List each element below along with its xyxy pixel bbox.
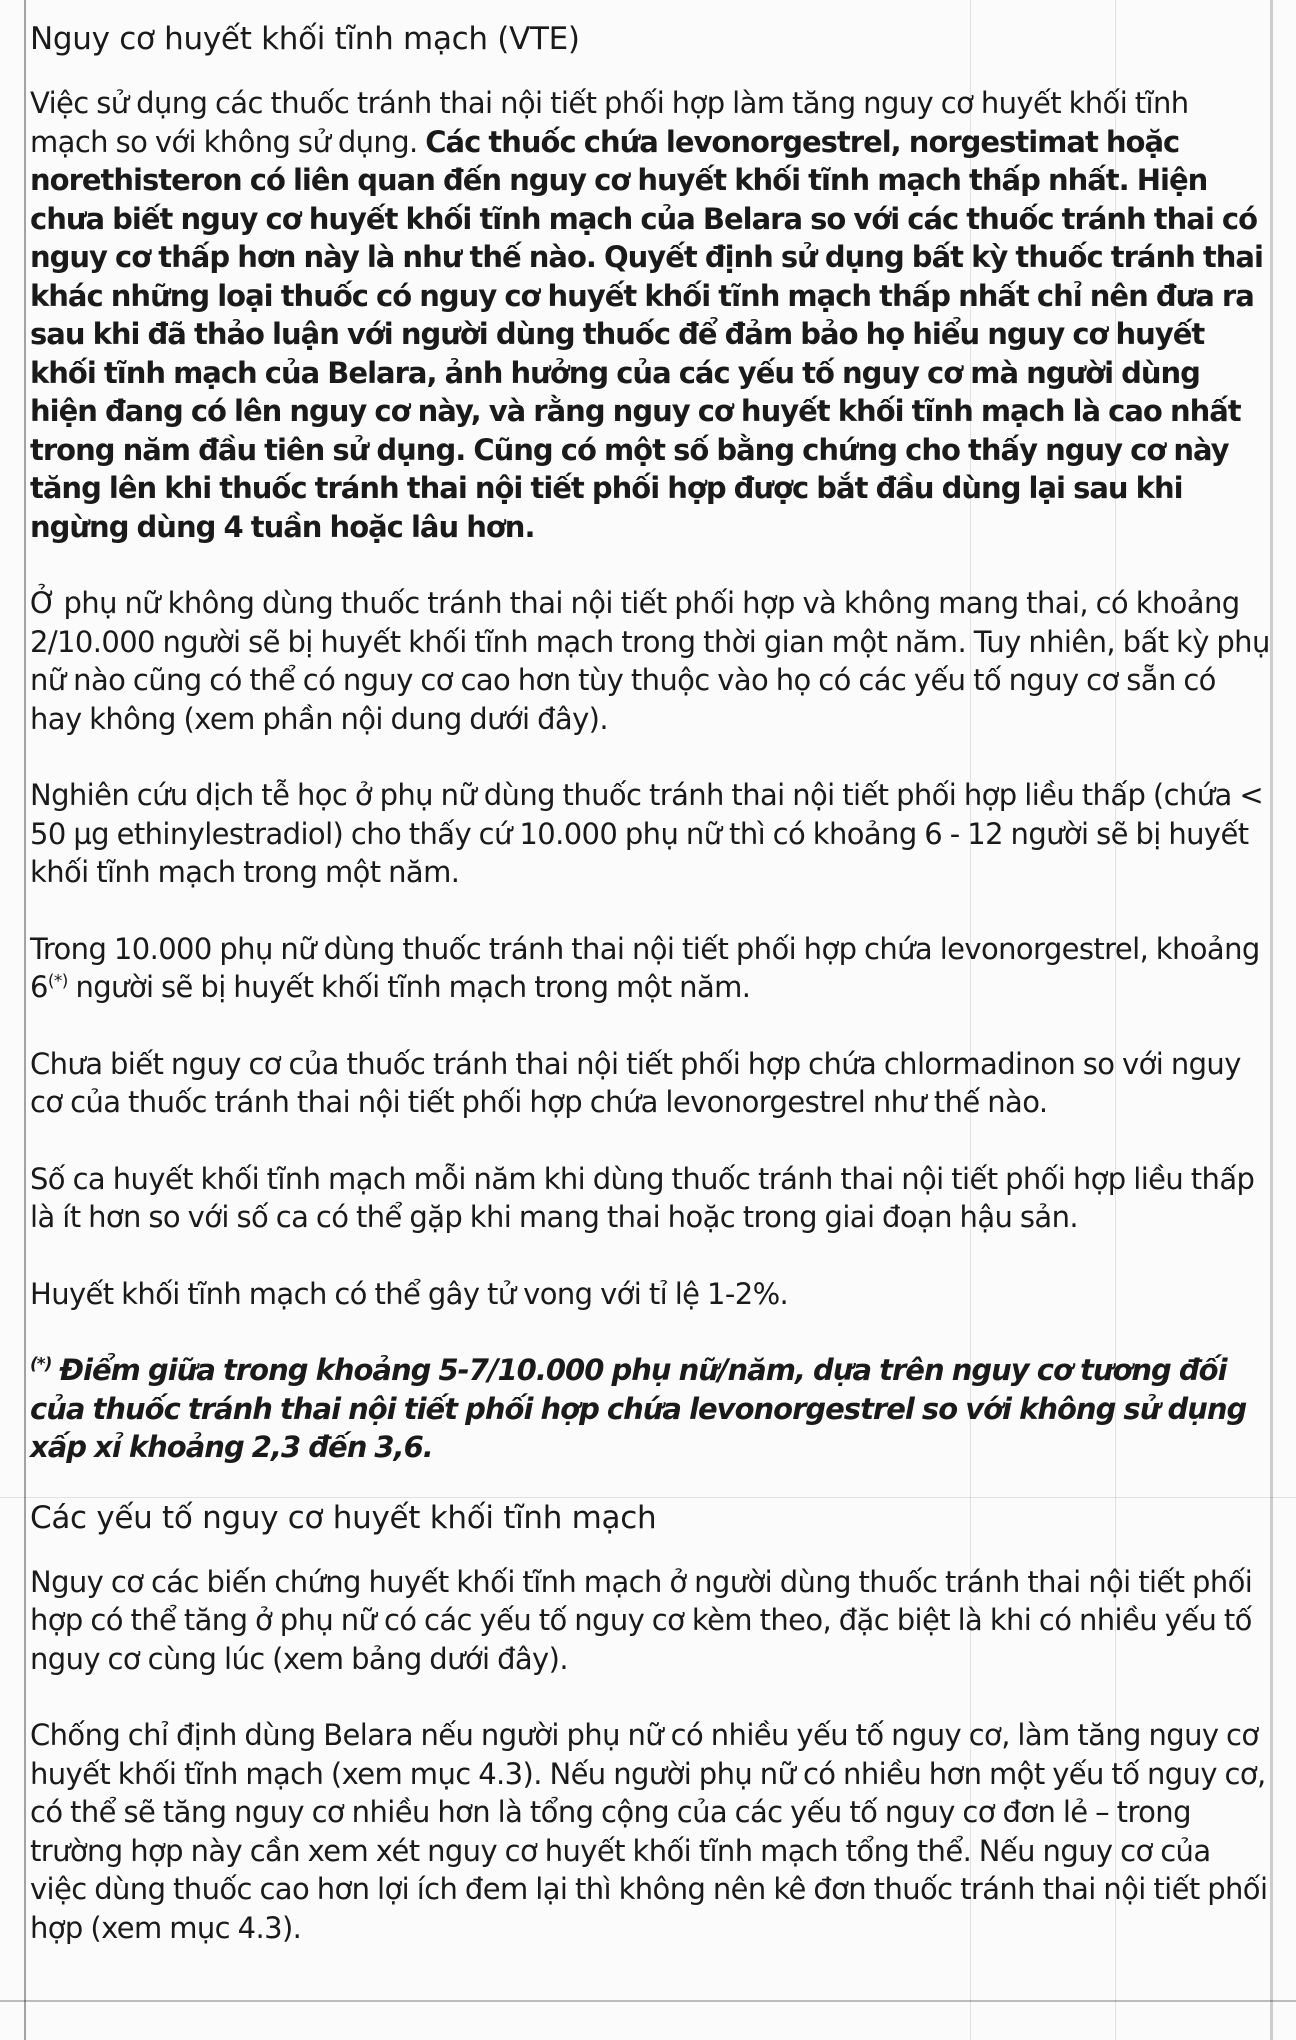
paragraph-risk-factors: Nguy cơ các biến chứng huyết khối tĩnh mạch ở người dùng thuốc tránh thai nội tiết phối hợp có thể tăng ở phụ nữ có các yếu tố nguy cơ kèm theo, đặc biệt là khi có nhiều yếu tố nguy cơ cùng lúc (xem bảng dưới đây). [30, 1564, 1253, 1676]
footnote-text: Điểm giữa trong khoảng 5-7/10.000 phụ nữ/năm, dựa trên nguy cơ tương đối của thuốc tránh thai nội tiết phối hợp chứa levonorgestrel so với không sử dụng xấp xỉ khoảng 2,3 đến 3,6. [30, 1353, 1247, 1464]
page-left-border [24, 0, 26, 2040]
paragraph-text: Trong 10.000 phụ nữ dùng thuốc tránh thai nội tiết phối hợp chứa levonorgestrel, khoảng 6 [30, 931, 1260, 1004]
paragraph-contraindication: Chống chỉ định dùng Belara nếu người phụ nữ có nhiều yếu tố nguy cơ, làm tăng nguy cơ huyết khối tĩnh mạch (xem mục 4.3). Nếu người phụ nữ có nhiều hơn một yếu tố nguy cơ, có thể sẽ tăng nguy cơ nhiều hơn là tổng cộng của các yếu tố nguy cơ đơn lẻ – trong trường hợp này cần xem xét nguy cơ huyết khối tĩnh mạch tổng thể. Nếu nguy cơ của việc dùng thuốc cao hơn lợi ích đem lại thì không nên kê đơn thuốc tránh thai nội tiết phối hợp (xem mục 4.3). [30, 1718, 1268, 1945]
paragraph-non-users: Ở phụ nữ không dùng thuốc tránh thai nội tiết phối hợp và không mang thai, có khoảng 2/10.000 người sẽ bị huyết khối tĩnh mạch trong thời gian một năm. Tuy nhiên, bất kỳ phụ nữ nào cũng có thể có nguy cơ cao hơn tùy thuộc vào họ có các yếu tố nguy cơ sẵn có hay không (xem phần nội dung dưới đây). [30, 586, 1270, 736]
section-heading-vte: Nguy cơ huyết khối tĩnh mạch (VTE) [30, 21, 580, 57]
paragraph-levonorgestrel [30, 930, 1270, 1007]
section-heading-risk-factors: Các yếu tố nguy cơ huyết khối tĩnh mạch [30, 1499, 657, 1536]
paragraph-epidemiology: Nghiên cứu dịch tễ học ở phụ nữ dùng thuốc tránh thai nội tiết phối hợp liều thấp (chứa < 50 µg ethinylestradiol) cho thấy cứ 10.000 phụ nữ thì có khoảng 6 - 12 người sẽ bị huyết khối tĩnh mạch trong một năm. [30, 778, 1264, 889]
footnote [30, 1351, 1270, 1467]
footnote-marker: (*) [30, 1354, 52, 1375]
paragraph-text: người sẽ bị huyết khối tĩnh mạch trong một năm. [67, 970, 751, 1004]
paragraph-pregnancy-comparison: Số ca huyết khối tĩnh mạch mỗi năm khi dùng thuốc tránh thai nội tiết phối hợp liều thấp là ít hơn so với số ca có thể gặp khi mang thai hoặc trong giai đoạn hậu sản. [30, 1161, 1255, 1234]
paragraph-text: Việc sử dụng các thuốc tránh thai nội tiết phối hợp làm tăng nguy cơ huyết khối tĩnh mạch so với không sử dụng. [30, 86, 1189, 159]
document-body [30, 18, 1270, 1985]
paragraph-vte-risk [30, 84, 1270, 546]
fold-line [1270, 0, 1273, 2040]
footnote-marker: (*) [47, 971, 68, 992]
fold-line [0, 2000, 1296, 2002]
paragraph-chlormadinon: Chưa biết nguy cơ của thuốc tránh thai nội tiết phối hợp chứa chlormadinon so với nguy cơ của thuốc tránh thai nội tiết phối hợp chứa levonorgestrel như thế nào. [30, 1046, 1241, 1119]
paragraph-bold-text: Các thuốc chứa levonorgestrel, norgestimat hoặc norethisteron có liên quan đến nguy cơ huyết khối tĩnh mạch thấp nhất. Hiện chưa biết nguy cơ huyết khối tĩnh mạch của Belara so với các thuốc tránh thai có nguy cơ thấp hơn này là như thế nào. Quyết định sử dụng bất kỳ thuốc tránh thai khác những loại thuốc có nguy cơ huyết khối tĩnh mạch thấp nhất chỉ nên đưa ra sau khi đã thảo luận với người dùng thuốc để đảm bảo họ hiểu nguy cơ huyết khối tĩnh mạch của Belara, ảnh hưởng của các yếu tố nguy cơ mà người dùng hiện đang có lên nguy cơ này, và rằng nguy cơ huyết khối tĩnh mạch là cao nhất trong năm đầu tiên sử dụng. Cũng có một số bằng chứng cho thấy nguy cơ này tăng lên khi thuốc tránh thai nội tiết phối hợp được bắt đầu dùng lại sau khi ngừng dùng 4 tuần hoặc lâu hơn. [30, 124, 1263, 544]
paragraph-mortality: Huyết khối tĩnh mạch có thể gây tử vong với tỉ lệ 1-2%. [30, 1276, 789, 1311]
